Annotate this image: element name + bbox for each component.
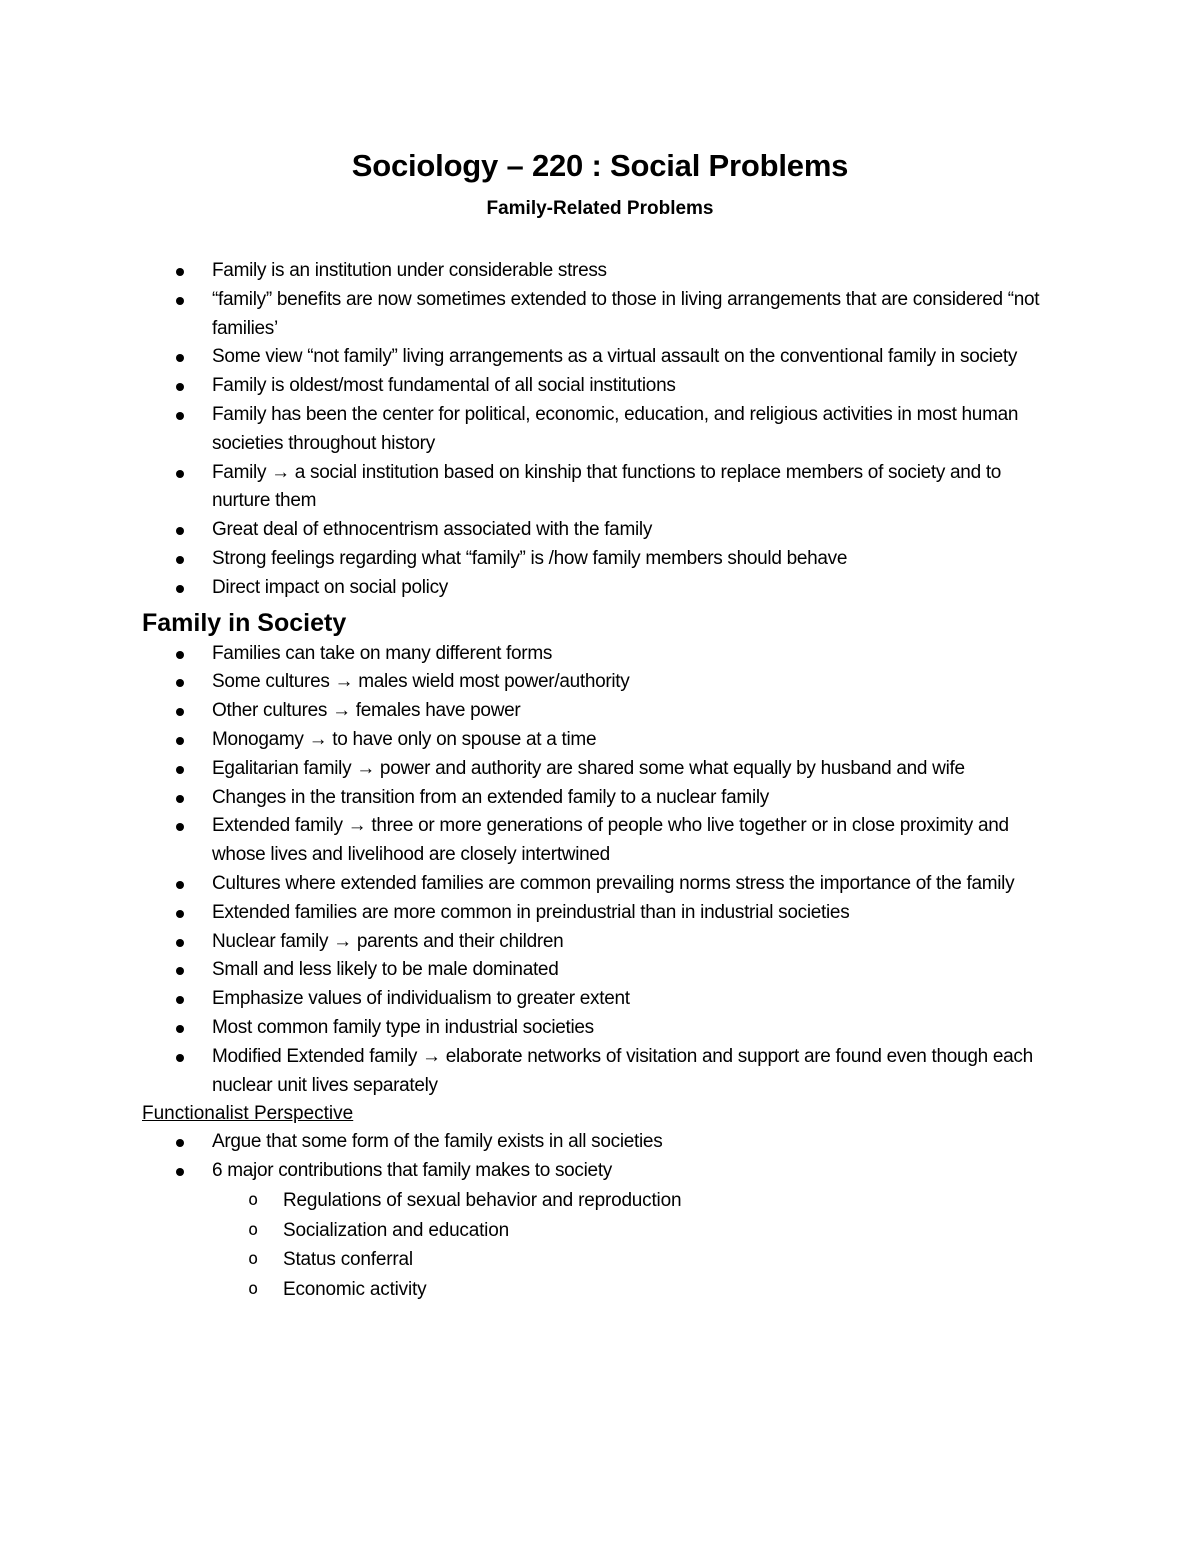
intro-bullet-list xyxy=(0,257,1200,603)
bullet-item: Small and less likely to be male dominated xyxy=(212,956,1062,985)
sub-bullet-item: o Socialization and education xyxy=(283,1216,1063,1246)
bullet-item: Extended family → three or more generations of people who live together or in close proximity and whose lives and livelihood are closely intertwined xyxy=(212,812,1062,870)
bullet-item: Monogamy → to have only on spouse at a time xyxy=(212,726,1062,755)
bullet-item: Great deal of ethnocentrism associated with the family xyxy=(212,516,1062,545)
bullet-item: Some view “not family” living arrangements as a virtual assault on the conventional family in society xyxy=(212,343,1062,372)
document-subtitle: Family-Related Problems xyxy=(486,198,714,219)
bullet-item: Modified Extended family → elaborate networks of visitation and support are found even though each nuclear unit lives separately xyxy=(212,1043,1062,1101)
bullet-item: Nuclear family → parents and their children xyxy=(212,928,1062,957)
section-bullet-list xyxy=(0,640,1200,1101)
section-heading: Family in Society xyxy=(142,608,347,637)
bullet-item: Strong feelings regarding what “family” is /how family members should behave xyxy=(212,545,1062,574)
sub-bullet-item: o Status conferral xyxy=(283,1245,1063,1275)
bullet-item: Families can take on many different forms xyxy=(212,640,1062,669)
subsection-bullet-list xyxy=(0,1128,1200,1186)
bullet-item: Direct impact on social policy xyxy=(212,574,1062,603)
sub-bullet-item: o Economic activity xyxy=(283,1275,1063,1305)
bullet-item: Family is oldest/most fundamental of all social institutions xyxy=(212,372,1062,401)
bullet-item: Most common family type in industrial societies xyxy=(212,1014,1062,1043)
bullet-item: Other cultures → females have power xyxy=(212,697,1062,726)
subsection-heading: Functionalist Perspective xyxy=(142,1103,354,1125)
bullet-item: Cultures where extended families are common prevailing norms stress the importance of the family xyxy=(212,870,1062,899)
bullet-item: Extended families are more common in preindustrial than in industrial societies xyxy=(212,899,1062,928)
bullet-item: Emphasize values of individualism to greater extent xyxy=(212,985,1062,1014)
bullet-item: Argue that some form of the family exists in all societies xyxy=(212,1128,1062,1157)
sub-bullet-item: o Regulations of sexual behavior and reproduction xyxy=(283,1186,1063,1216)
bullet-item: Family is an institution under considerable stress xyxy=(212,257,1062,286)
bullet-item: Family → a social institution based on kinship that functions to replace members of society and to nurture them xyxy=(212,459,1062,517)
bullet-item: Changes in the transition from an extended family to a nuclear family xyxy=(212,784,1062,813)
bullet-item: Egalitarian family → power and authority are shared some what equally by husband and wife xyxy=(212,755,1062,784)
bullet-item: “family” benefits are now sometimes extended to those in living arrangements that are considered “not families’ xyxy=(212,286,1062,344)
sub-bullet-list xyxy=(0,1186,1200,1304)
document-body xyxy=(0,257,1200,1304)
document-title: Sociology – 220 : Social Problems xyxy=(351,148,849,183)
bullet-item: Some cultures → males wield most power/authority xyxy=(212,668,1062,697)
bullet-item: 6 major contributions that family makes to society xyxy=(212,1157,1062,1186)
bullet-item: Family has been the center for political, economic, education, and religious activities in most human societies throughout history xyxy=(212,401,1062,459)
